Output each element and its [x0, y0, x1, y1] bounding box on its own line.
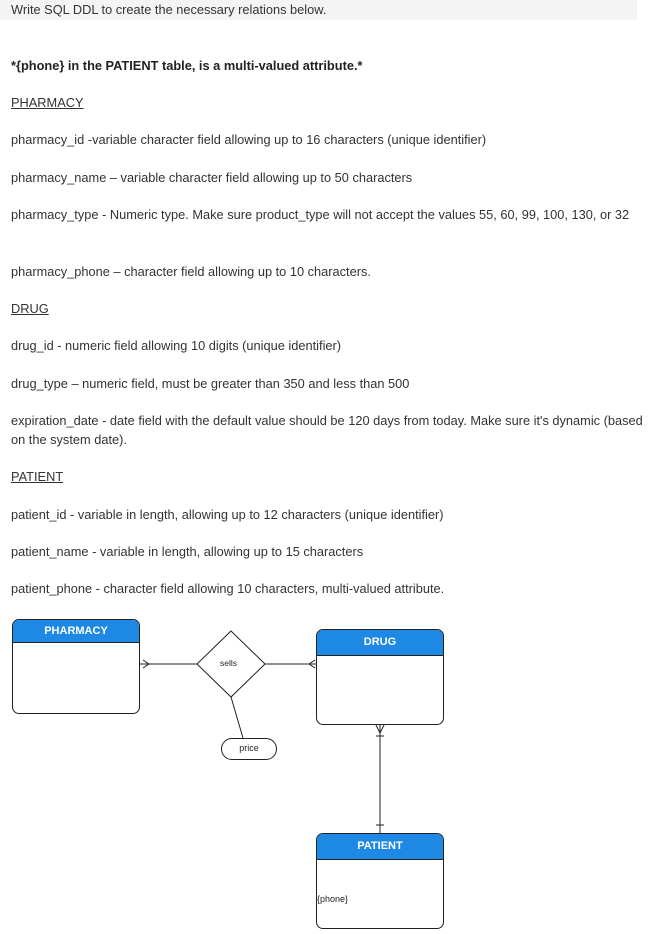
pharmacy-id-spec: pharmacy_id -variable character field allowing up to 16 characters (unique identifier): [11, 132, 487, 147]
patient-phone-attribute: {phone}: [317, 894, 349, 904]
relationship-label: sells: [220, 658, 238, 668]
price-attribute: price: [221, 738, 277, 760]
patient-id-spec: patient_id - variable in length, allowing up to 12 characters (unique identifier): [11, 507, 444, 522]
drug-entity-title: DRUG: [317, 630, 443, 656]
multivalued-note: *{phone} in the PATIENT table, is a multi-valued attribute.*: [11, 58, 363, 73]
crows-foot-left: [376, 725, 380, 733]
pharmacy-name-spec: pharmacy_name – variable character field allowing up to 50 characters: [11, 170, 413, 185]
patient-entity-title: PATIENT: [317, 834, 443, 860]
crows-foot-right: [380, 725, 384, 733]
intro-text: Write SQL DDL to create the necessary relations below.: [11, 2, 327, 17]
drug-id-spec: drug_id - numeric field allowing 10 digits (unique identifier): [11, 338, 342, 353]
drug-entity: [316, 629, 444, 725]
patient-name-spec: patient_name - variable in length, allowing up to 15 characters: [11, 544, 364, 559]
pharmacy-phone-spec: pharmacy_phone – character field allowing up to 10 characters.: [11, 264, 371, 279]
drug-type-spec: drug_type – numeric field, must be greater than 350 and less than 500: [11, 376, 410, 391]
pharmacy-entity: [12, 619, 140, 714]
expiration-date-spec: expiration_date - date field with the default value should be 120 days from today. Make sure it's dynamic (based on the system date).: [11, 413, 643, 447]
pharmacy-entity-title: PHARMACY: [13, 620, 139, 643]
pharmacy-type-spec: pharmacy_type - Numeric type. Make sure product_type will not accept the values 55, 60, 99, 100, 130, or 32: [11, 207, 630, 222]
drug-heading: DRUG: [11, 301, 49, 316]
pharmacy-heading: PHARMACY: [11, 95, 84, 110]
patient-heading: PATIENT: [11, 469, 64, 484]
patient-entity: [316, 833, 444, 929]
sells-price-link: [231, 697, 243, 738]
patient-phone-spec: patient_phone - character field allowing 10 characters, multi-valued attribute.: [11, 581, 445, 596]
